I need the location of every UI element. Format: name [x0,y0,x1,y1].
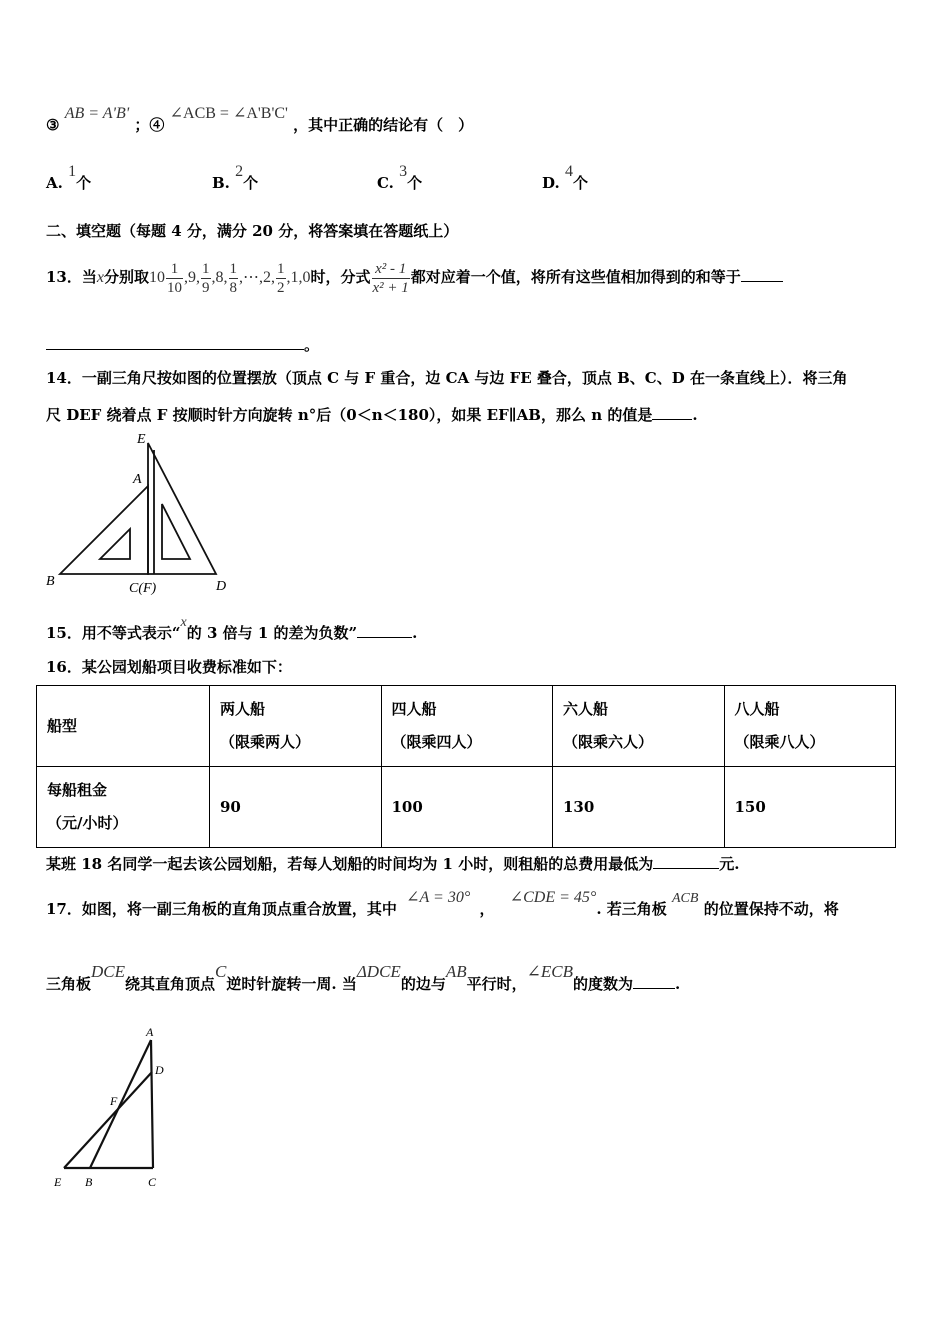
q12-question-text: ，其中正确的结论有（ ） [293,116,474,134]
angle-a: ∠A = 30° [406,889,471,906]
fraction-1-10: $\frac{1}{10}$ [167,260,182,296]
question-14-line1: 14．一副三角尺按如图的位置摆放（顶点 C 与 F 重合，边 CA 与边 FE 叠合，顶点 B、C、D 在一条直线上）．将三角 [46,369,848,387]
angle-cde: ∠CDE = 45° [509,889,597,906]
triangle-abc-inner [100,529,130,559]
fraction-1-9: $\frac{1}{9}$ [202,260,210,296]
question-16-intro: 16．某公园划船项目收费标准如下： [46,658,292,676]
table-cell: 150 [724,767,896,848]
figure-triangle-rulers [40,428,240,600]
answer-blank-14[interactable] [652,405,692,420]
question-17-line1: 17．如图，将一副三角板的直角顶点重合放置，其中 ∠A = 30° ， ∠CDE = 45°. 若三角板 ACB 的位置保持不动，将 [46,889,839,918]
table-row [37,686,896,767]
label-e: E [137,432,146,447]
question-15: 15．用不等式表示“x的 3 倍与 1 的差为负数” . [46,615,418,642]
table-cell: 六人船 （限乘六人） [553,686,725,767]
edge-ab [90,1040,151,1168]
figure-set-squares [44,1024,184,1196]
option-a[interactable]: A. 1个 [46,163,92,192]
circled-3: ③ [46,116,60,134]
table-cell: 100 [381,767,553,848]
table-row [37,767,896,848]
table-cell: 八人船 （限乘八人） [724,686,896,767]
label-f: F [110,1094,118,1108]
label-d: D [216,579,227,594]
option-d[interactable]: D. 4个 [542,163,588,192]
label-e: E [54,1175,62,1189]
table-cell: 船型 [37,686,210,767]
label-b: B [85,1175,93,1189]
label-c: C [148,1175,157,1189]
label-a: A [133,472,142,487]
fraction-1-2: $\frac{1}{2}$ [277,260,285,296]
circled-4: ；④ [134,116,165,134]
triangle-def-inner [162,504,190,559]
triangle-def [148,443,216,574]
edge-ed [64,1072,152,1168]
answer-blank-16[interactable] [653,854,719,869]
label-a: A [146,1025,154,1039]
label-d: D [155,1063,164,1077]
section-heading: 二、填空题（每题 4 分，满分 20 分，将答案填在答题纸上） [46,222,459,240]
triangle-abc [60,486,148,574]
answer-blank-13a[interactable] [741,267,783,282]
question-16-after: 某班 18 名同学一起去该公园划船，若每人划船的时间均为 1 小时，则租船的总费用最低为 元. [46,855,740,873]
table-cell: 四人船 （限乘四人） [381,686,553,767]
table-cell: 130 [553,767,725,848]
table-cell: 两人船 （限乘两人） [210,686,382,767]
question-13-continued: 。 [46,334,319,355]
option-c[interactable]: C. 3个 [377,163,423,192]
expr-angle-eq: ∠ACB = ∠A'B'C' [169,105,288,122]
edge-ac [151,1040,153,1168]
table-cell: 每船租金 （元/小时） [37,767,210,848]
question-13: 13．当x分别取10 $\frac{1}{10}$ ,9, $\frac{1}{9}$ ,8, $\frac{1}{8}$ ,⋯,2, $\frac{1}{2}$ ,1,0时，分式 $\frac{\text{x² - 1}}{\text{x² + 1}}$ 都对应着一个值，将所有这些值相加得到的和等于 [46,255,783,300]
q12-statements [46,105,474,135]
label-cf: C(F) [129,581,157,596]
fraction-1-8: $\frac{1}{8}$ [229,260,237,296]
question-17-line2: 三角板DCE绕其直角顶点C逆时针旋转一周. 当ΔDCE的边与AB平行时，∠ECB的度数为 . [46,962,681,993]
answer-blank-17[interactable] [633,974,675,989]
label-b: B [46,574,55,589]
expr-ab-eq: AB = A'B' [64,105,130,122]
fee-table [36,685,896,848]
answer-blank-13b[interactable] [46,335,304,350]
question-14-line2: 尺 DEF 绕着点 F 按顺时针方向旋转 n°后（0＜n＜180），如果 EF∥AB，那么 n 的值是 . [46,406,698,424]
answer-blank-15[interactable] [357,623,412,638]
fraction-expression: $\frac{\text{x² - 1}}{\text{x² + 1}}$ [372,260,409,296]
option-b[interactable]: B. 2个 [212,163,259,192]
table-cell: 90 [210,767,382,848]
